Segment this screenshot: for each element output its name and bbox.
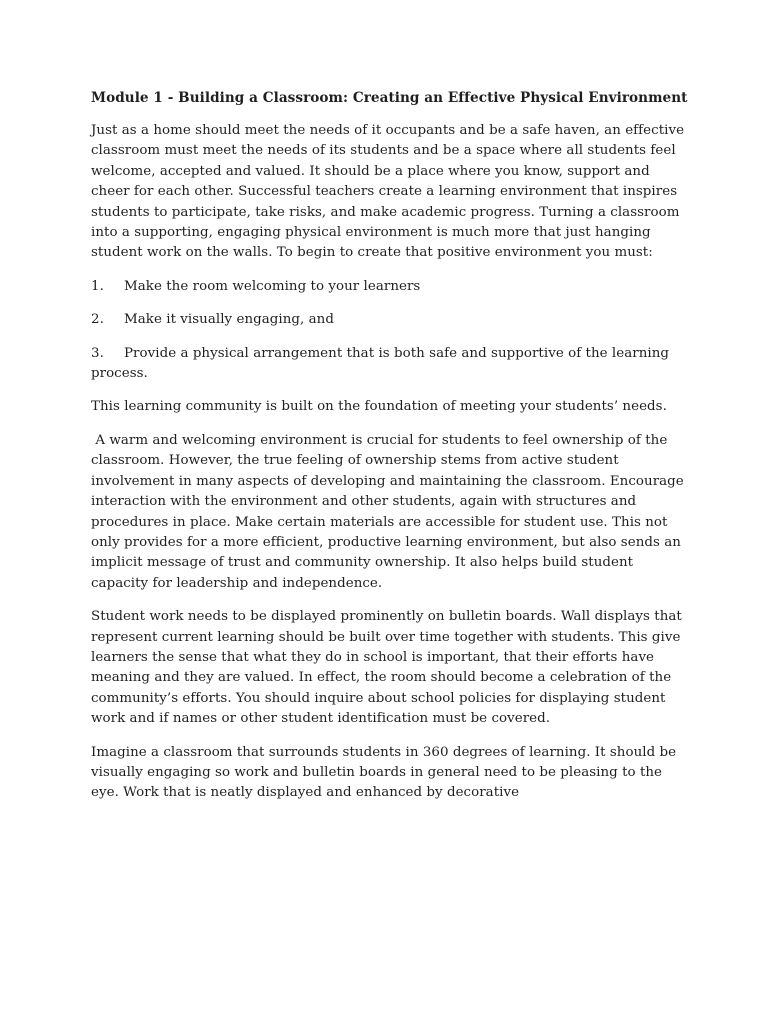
- list-item-number: 1.: [91, 278, 104, 294]
- list-item: [91, 310, 688, 330]
- list-item-number: 3.: [91, 345, 104, 361]
- list-item-text: Provide a physical arrangement that is both safe and supportive of the learning process.: [91, 345, 670, 382]
- list-item-text: Make the room welcoming to your learners: [124, 278, 421, 294]
- document-title: Module 1 - Building a Classroom: Creating an Effective Physical Environment: [91, 90, 688, 106]
- list-item-text: Make it visually engaging, and: [124, 312, 334, 328]
- student-work-paragraph: Student work needs to be displayed prominently on bulletin boards. Wall displays that represent current learning should be built over time together with students. This give learners the sense that what they do in school is important, that their efforts have meaning and they are valued. In effect, the room should become a celebration of the community’s efforts. You should inquire about school policies for displaying student work and if names or other student identification must be covered.: [91, 609, 682, 727]
- imagine-paragraph: Imagine a classroom that surrounds students in 360 degrees of learning. It should be visually engaging so work and bulletin boards in general need to be pleasing to the eye. Work that is neatly displayed and enhanced by decorative: [91, 744, 677, 801]
- list-item: [91, 344, 688, 385]
- list-item-number: 2.: [91, 312, 104, 328]
- intro-paragraph: Just as a home should meet the needs of it occupants and be a safe haven, an effective classroom must meet the needs of its students and be a space where all students feel welcome, accepted and valued. It should be a place where you know, support and cheer for each other. Successful teachers create a learning environment that inspires students to participate, take risks, and make academic progress. Turning a classroom into a supporting, engaging physical environment is much more that just hanging student work on the walls. To begin to create that positive environment you must:: [91, 123, 685, 261]
- ownership-paragraph: A warm and welcoming environment is crucial for students to feel ownership of the classroom. However, the true feeling of ownership stems from active student involvement in many aspects of developing and maintaining the classroom. Encourage interaction with the environment and other students, again with structures and procedures in place. Make certain materials are accessible for student use. This not only provides for a more efficient, productive learning environment, but also sends an implicit message of trust and community ownership. It also helps build student capacity for leadership and independence.: [91, 432, 689, 591]
- list-item: [91, 277, 688, 297]
- community-paragraph: This learning community is built on the foundation of meeting your students’ needs.: [91, 399, 667, 415]
